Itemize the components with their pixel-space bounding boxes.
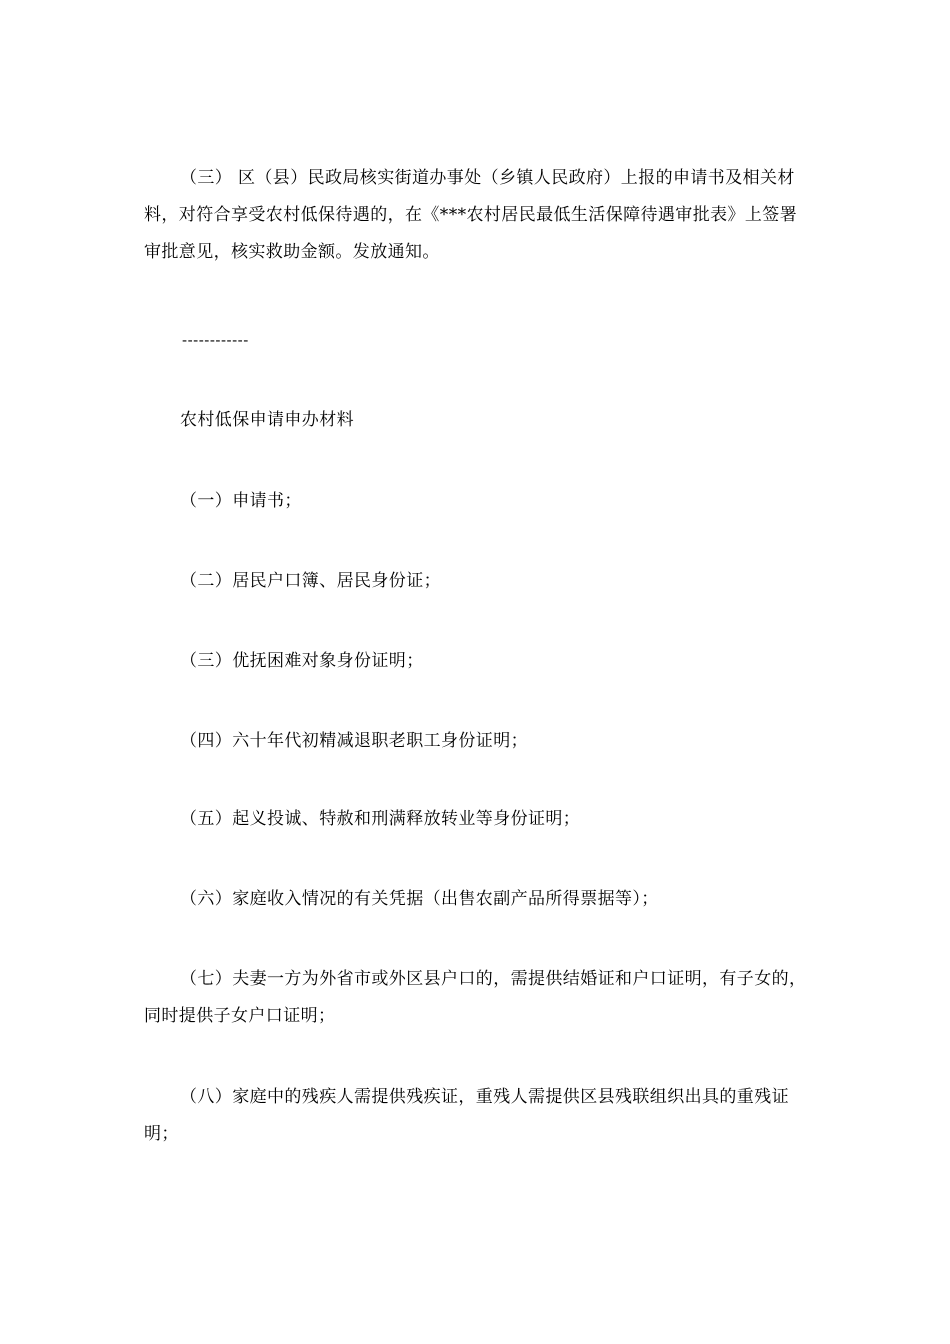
list-item-6: （六）家庭收入情况的有关凭据（出售农副产品所得票据等）； <box>180 889 659 909</box>
list-item-8: （八）家庭中的残疾人需提供残疾证，重残人需提供区县残联组织出具的重残证明； <box>144 1087 789 1144</box>
list-item-1: （一）申请书； <box>180 491 302 511</box>
paragraph-intro: （三） 区（县）民政局核实街道办事处（乡镇人民政府）上报的申请书及相关材料，对符合享受农村低保待遇的，在《***农村居民最低生活保障待遇审批表》上签署审批意见，核实救助金额。发放通知。 <box>144 168 798 262</box>
list-item-3: （三）优抚困难对象身份证明； <box>180 651 424 671</box>
separator-line: ------------ <box>182 331 249 349</box>
section-title: 农村低保申请申办材料 <box>180 410 354 430</box>
list-item-4: （四）六十年代初精减退职老职工身份证明； <box>180 731 528 751</box>
list-item-7: （七）夫妻一方为外省市或外区县户口的，需提供结婚证和户口证明，有子女的，同时提供子女户口证明； <box>144 969 807 1026</box>
list-item-5: （五）起义投诚、特赦和刑满释放转业等身份证明； <box>180 809 581 829</box>
list-item-2: （二）居民户口簿、居民身份证； <box>180 571 441 591</box>
